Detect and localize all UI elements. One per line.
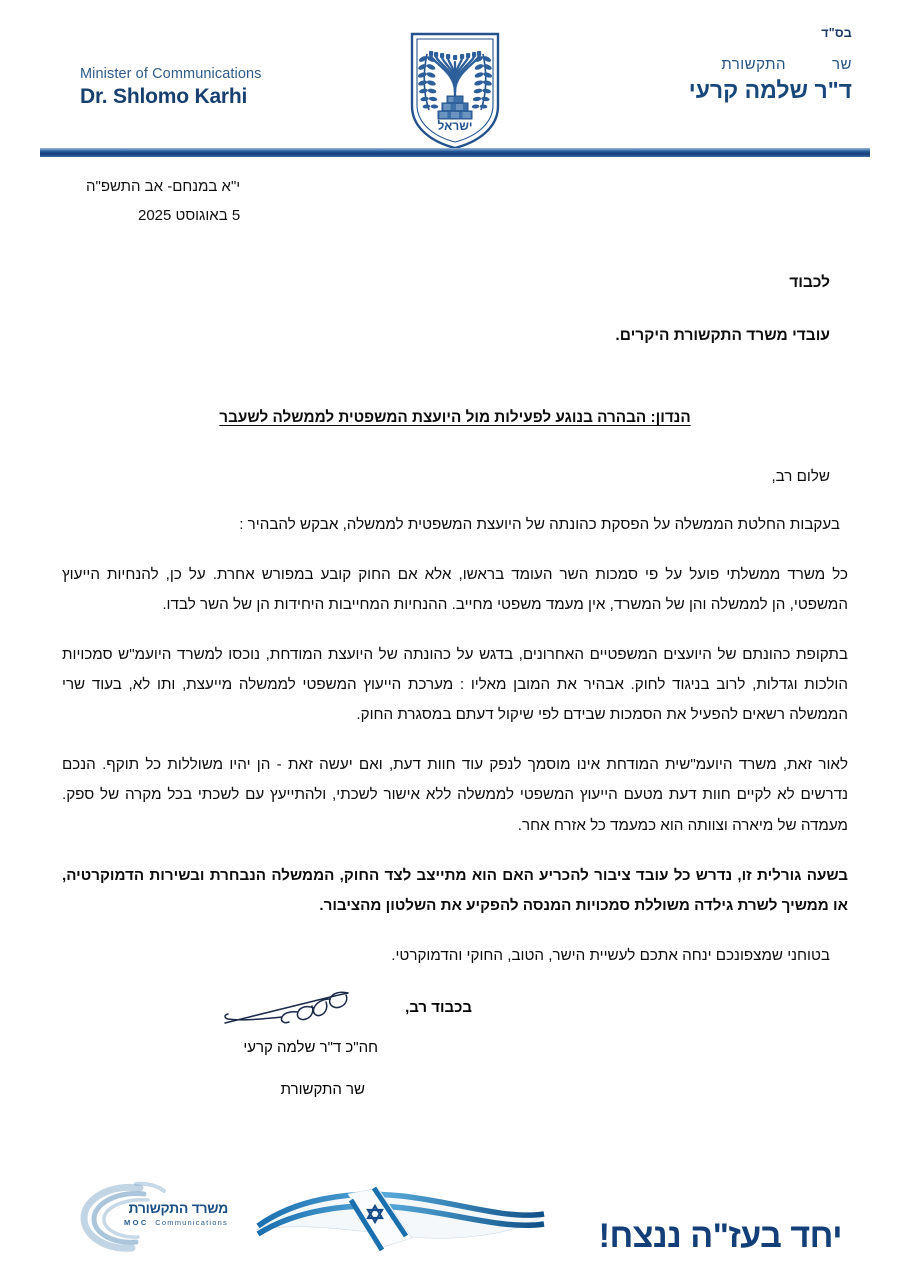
moc-logo-hebrew: משרד התקשורת	[128, 1200, 228, 1216]
letterhead-ministry-word: התקשורת	[721, 56, 787, 73]
gregorian-date: 5 באוגוסט 2025	[137, 207, 241, 225]
paragraph-5-emphasis: בשעה גורלית זו, נדרש כל עובד ציבור להכריע האם הוא מתייצב לצד החוק, הממשלה הנבחרת ובשירות הדמוקרטיה, או ממשיך לשרת גילדה משוללת סמכויות המנסה להפקיע את השלטון מהציבור.	[62, 866, 848, 914]
moc-logo-english	[124, 1218, 228, 1227]
closing-regards: בכבוד רב,	[405, 999, 472, 1016]
signer-name: חה"כ ד"ר שלמה קרעי	[243, 1039, 378, 1056]
paragraph-3: בתקופת כהונתם של היועצים המשפטיים האחרונים, בדגש על כהונתה של היועצת המודחת, נוכסו למשרד היועמ"ש סמכויות הולכות וגדלות, לרוב בניגוד לחוק. אבהיר את המובן מאליו : מערכת הייעוץ המשפטי לממשלה מייעצת, ותו לא, בעוד שרי הממשלה רשאים להפעיל את הסמכות שבידם לפי שיקול דעתם במסגרת החוק.	[62, 646, 848, 724]
footer-slogan: יחד בעז"ה ננצח!	[598, 1217, 842, 1255]
paragraph-1: בעקבות החלטת הממשלה על הפסקת כהונתה של היועצת המשפטית לממשלה, אבקש להבהיר :	[239, 515, 840, 533]
subject-line: הנדון: הבהרה בנוגע לפעילות מול היועצת המשפטית לממשלה לשעבר	[219, 409, 691, 427]
moc-logo-text	[124, 1200, 228, 1227]
paragraph-2: כל משרד ממשלתי פועל על פי סמכות השר העומד בראשו, אלא אם החוק קובע במפורש אחרת. על כן, להנחיות הייעוץ המשפטי, הן לממשלה והן של המשרד, אין מעמד משפטי מחייב. ההנחיות המחייבות היחידות הן של השר לבדו.	[62, 565, 848, 613]
israel-flag-ribbon-icon	[252, 1186, 552, 1262]
moc-logo-abbr: MOC	[124, 1218, 149, 1227]
letterhead-english	[80, 66, 262, 109]
svg-text:ישראל: ישראל	[437, 119, 473, 133]
letterhead-hebrew	[689, 56, 852, 104]
hebrew-date: י"א במנחם- אב התשפ"ה	[86, 178, 241, 195]
letterhead-hebrew-role-line	[689, 56, 852, 73]
letterhead-hebrew-name: ד"ר שלמה קרעי	[688, 77, 852, 103]
paragraph-6-closing: בטוחני שמצפונכם ינחה אתכם לעשיית הישר, הטוב, החוקי והדמוקרטי.	[391, 946, 830, 964]
signer-title: שר התקשורת	[280, 1081, 365, 1098]
addressee-name: עובדי משרד התקשורת היקרים.	[615, 326, 830, 344]
paragraph-4: לאור זאת, משרד היועמ"שית המודחת אינו מוסמך לנפק עוד חוות דעת, ואם יעשה זאת - הן יהיו משוללות כל תוקף. הנכם נדרשים לא לקיים חוות דעת מטעם הייעוץ המשפטי לממשלה ללא אישור לשכתי, ולהתייעץ עם לשכתי בכל מקרה של ספק. מעמדה של מיארה וצוותה הוא כמעמד כל אזרח אחר.	[62, 756, 848, 834]
bsd-marker: בס"ד	[821, 26, 852, 40]
letter-body	[62, 268, 848, 991]
greeting-line: שלום רב,	[771, 467, 830, 485]
moc-logo-word: Communications	[155, 1218, 228, 1227]
handwritten-signature-icon	[222, 987, 362, 1033]
letterhead-role-word: שר	[832, 56, 852, 73]
letterhead-english-name: Dr. Shlomo Karhi	[80, 85, 248, 108]
moc-footer-logo	[78, 1180, 228, 1254]
israel-state-emblem-icon	[404, 28, 506, 152]
header-divider	[40, 148, 870, 157]
letterhead-english-role: Minister of Communications	[80, 66, 262, 82]
date-block	[86, 172, 240, 231]
addressee-label: לכבוד	[789, 274, 830, 291]
